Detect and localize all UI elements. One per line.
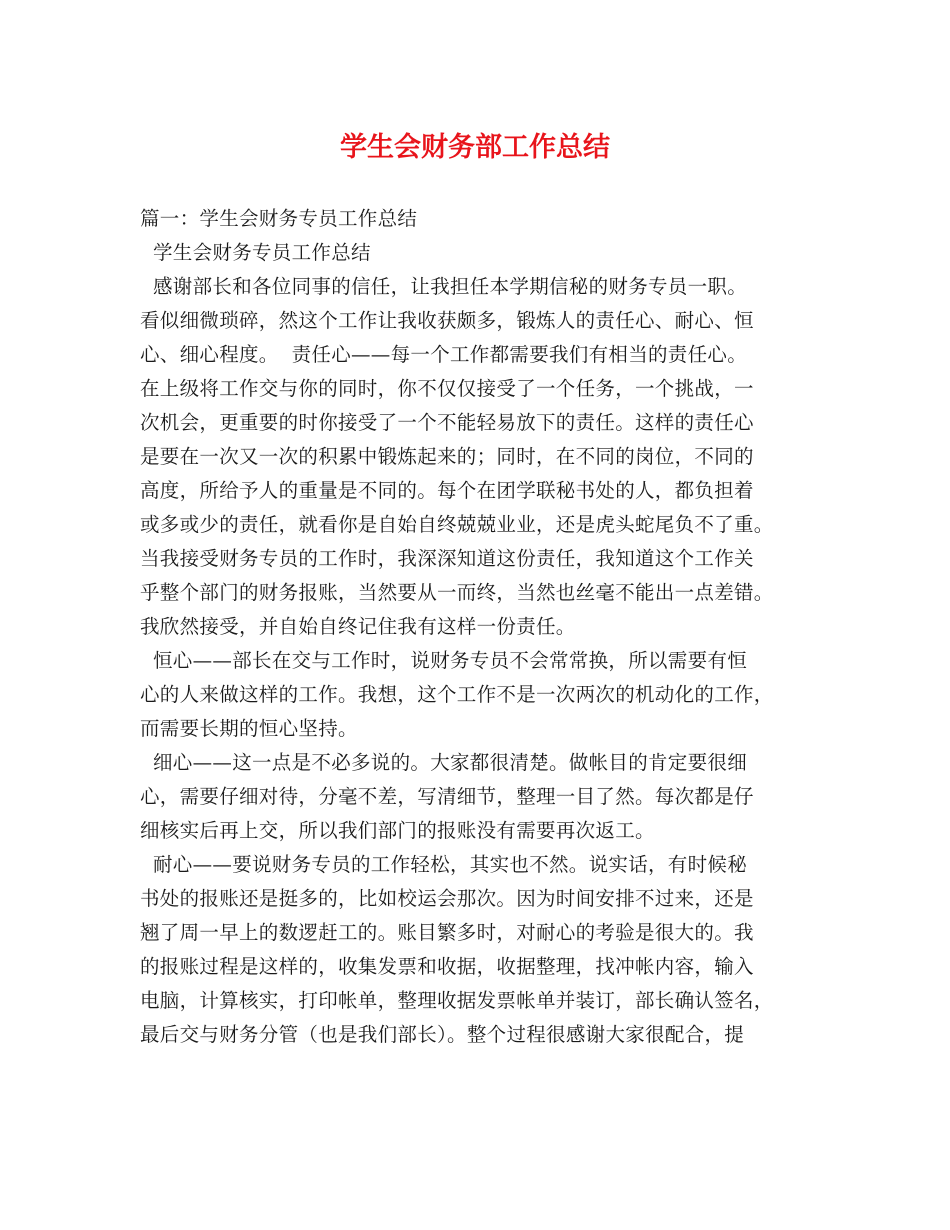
body-text-line: 乎整个部门的财务报账，当然要从一而终，当然也丝毫不能出一点差错。 [140,581,774,604]
body-text-line: 心的人来做这样的工作。我想，这个工作不是一次两次的机动化的工作， [140,683,774,706]
body-text-line: 最后交与财务分管（也是我们部长）。整个过程很感谢大家很配合，提 [140,1023,745,1046]
body-text-line: 细核实后再上交，所以我们部门的报账没有需要再次返工。 [140,819,655,842]
body-text-line: 是要在一次又一次的积累中锻炼起来的；同时，在不同的岗位，不同的 [140,445,754,468]
body-text-line: 高度，所给予人的重量是不同的。每个在团学联秘书处的人，都负担着 [140,479,754,502]
body-text-line: 翘了周一早上的数逻赶工的。账目繁多时，对耐心的考验是很大的。我 [140,921,754,944]
body-text-line: 感谢部长和各位同事的信任，让我担任本学期信秘的财务专员一职。 [140,275,747,298]
body-text-line: 当我接受财务专员的工作时，我深深知道这份责任，我知道这个工作关 [140,547,754,570]
body-text-line: 我欣然接受，并自始自终记住我有这样一份责任。 [140,615,576,638]
body-text-line: 书处的报账还是挺多的，比如校运会那次。因为时间安排不过来，还是 [140,887,754,910]
body-text-line: 的报账过程是这样的，收集发票和收据，收据整理，找冲帐内容，输入 [140,955,754,978]
body-text-line: 在上级将工作交与你的同时，你不仅仅接受了一个任务，一个挑战，一 [140,377,754,400]
body-text-line: 电脑，计算核实，打印帐单，整理收据发票帐单并装订，部长确认签名， [140,989,774,1012]
document-title: 学生会财务部工作总结 [340,132,610,163]
body-text-line: 细心——这一点是不必多说的。大家都很清楚。做帐目的肯定要很细 [140,751,747,774]
body-text-line: 耐心——要说财务专员的工作轻松，其实也不然。说实话，有时候秘 [140,853,747,876]
body-text-line: 看似细微琐碎，然这个工作让我收获颇多，锻炼人的责任心、耐心、恒 [140,309,754,332]
body-text-line: 而需要长期的恒心坚持。 [140,717,358,740]
body-text-line: 恒心——部长在交与工作时，说财务专员不会常常换，所以需要有恒 [140,649,747,672]
body-text-line: 或多或少的责任，就看你是自始自终兢兢业业，还是虎头蛇尾负不了重。 [140,513,774,536]
body-text-line: 心、细心程度。 责任心——每一个工作都需要我们有相当的责任心。 [140,343,747,366]
body-text-line: 次机会，更重要的时你接受了一个不能轻易放下的责任。这样的责任心 [140,411,754,434]
body-text-line: 心，需要仔细对待，分毫不差，写清细节，整理一目了然。每次都是仔 [140,785,754,808]
document-body [140,202,820,1052]
body-text-line: 学生会财务专员工作总结 [140,241,371,264]
body-text-line: 篇一：学生会财务专员工作总结 [140,207,418,230]
